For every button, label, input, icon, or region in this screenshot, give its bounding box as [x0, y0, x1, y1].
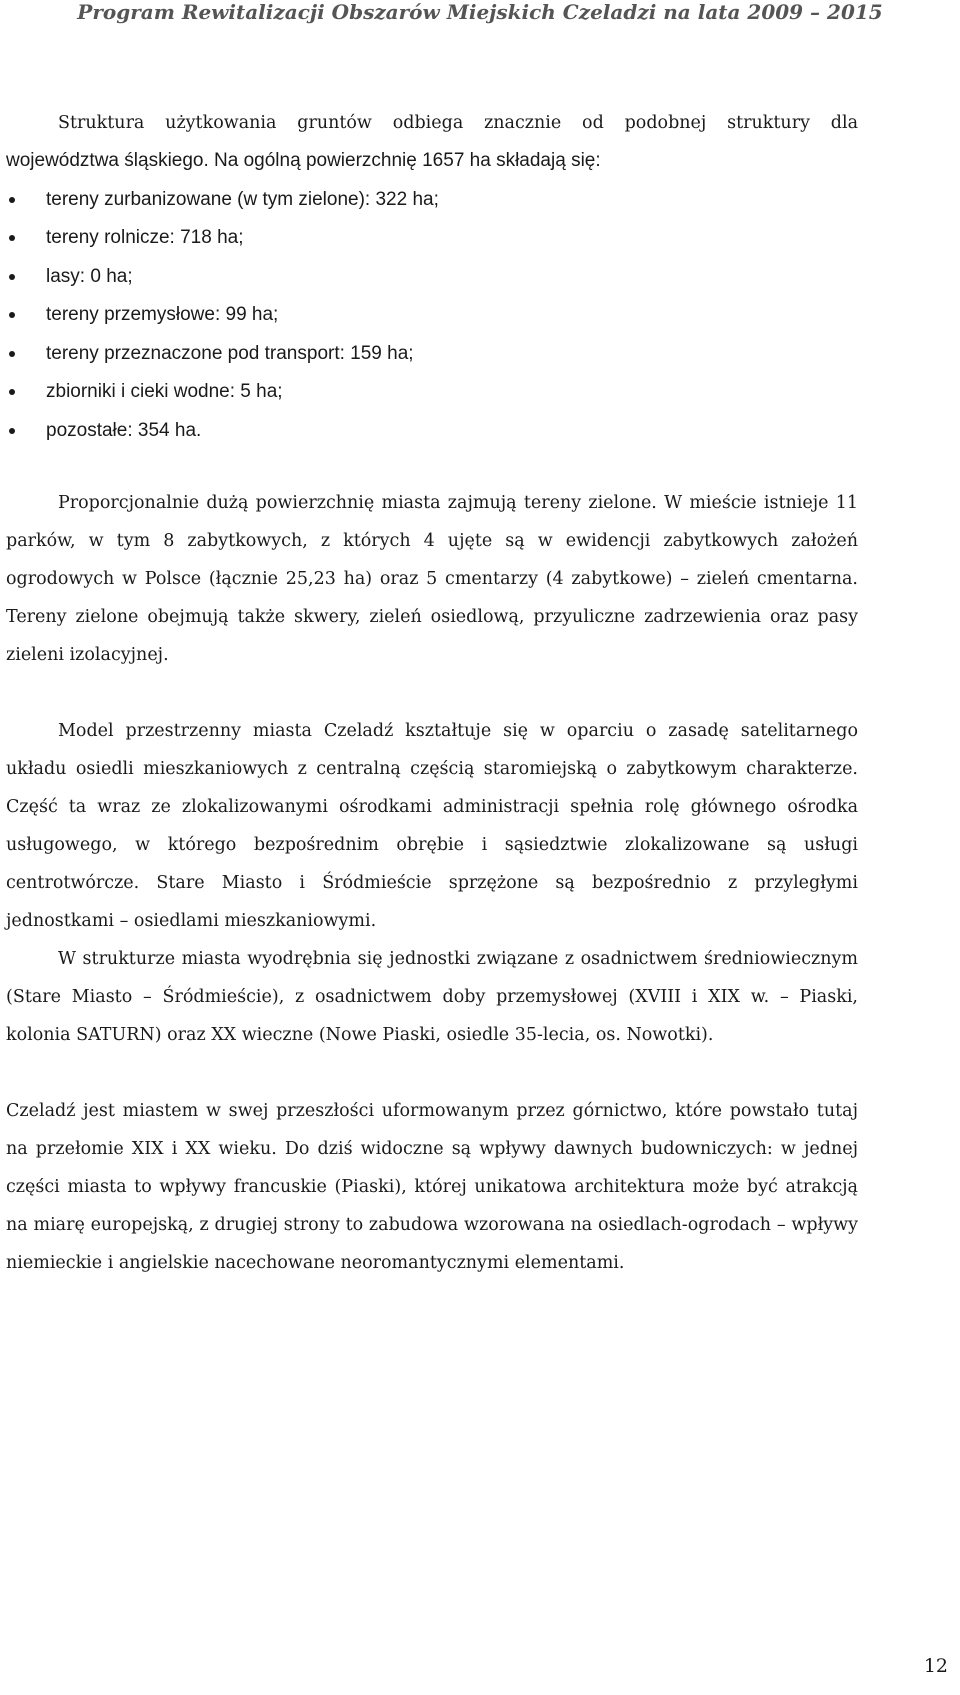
list-item: tereny zurbanizowane (w tym zielone): 322 ha; — [6, 181, 858, 220]
land-use-intro — [6, 104, 858, 142]
list-item: tereny przemysłowe: 99 ha; — [6, 296, 858, 335]
land-use-list — [6, 181, 858, 451]
land-use-intro-line2-wrap — [6, 142, 858, 181]
bullet-icon — [9, 351, 15, 357]
list-item: pozostałe: 354 ha. — [6, 412, 858, 451]
land-use-intro-line2: województwa śląskiego. Na ogólną powierzchnię 1657 ha składają się: — [6, 150, 601, 171]
land-use-intro-line1: Struktura użytkowania gruntów odbiega znacznie od podobnej struktury dla — [58, 113, 858, 133]
bullet-icon — [9, 428, 15, 434]
page-number: 12 — [923, 1655, 948, 1677]
bullet-icon — [9, 274, 15, 280]
city-structure-paragraph: W strukturze miasta wyodrębnia się jednostki związane z osadnictwem średniowiecznym (Stare Miasto – Śródmieście), z osadnictwem doby przemysłowej (XVIII i XIX w. – Piaski, kolonia SATURN) oraz XX wieczne (Nowe Piaski, osiedle 35-lecia, os. Nowotki). — [6, 949, 858, 1045]
list-item: lasy: 0 ha; — [6, 258, 858, 297]
bullet-icon — [9, 235, 15, 241]
green-areas-paragraph: Proporcjonalnie dużą powierzchnię miasta zajmują tereny zielone. W mieście istnieje 11 parków, w tym 8 zabytkowych, z których 4 ujęte są w ewidencji zabytkowych założeń ogrodowych w Polsce (łącznie 25,23 ha) oraz 5 cmentarzy (4 zabytkowe) – zieleń cmentarna. Tereny zielone obejmują także skwery, zieleń osiedlową, przyuliczne zadrzewienia oraz pasy zieleni izolacyjnej. — [6, 493, 858, 665]
page-header: Program Rewitalizacji Obszarów Miejskich Czeladzi na lata 2009 – 2015 — [77, 0, 883, 24]
list-item: tereny rolnicze: 718 ha; — [6, 219, 858, 258]
mining-history-paragraph: Czeladź jest miastem w swej przeszłości uformowanym przez górnictwo, które powstało tutaj na przełomie XIX i XX wieku. Do dziś widoczne są wpływy dawnych budowniczych: w jednej części miasta to wpływy francuskie (Piaski), której unikatowa architektura może być atrakcją na miarę europejską, z drugiej strony to zabudowa wzorowana na osiedlach-ogrodach – wpływy niemieckie i angielskie nacechowane neoromantycznymi elementami. — [6, 1101, 858, 1273]
list-item: tereny przeznaczone pod transport: 159 ha; — [6, 335, 858, 374]
spacer — [6, 450, 858, 484]
document-body — [6, 104, 858, 1282]
spacer — [6, 1054, 858, 1092]
bullet-icon — [9, 389, 15, 395]
spatial-model-paragraph: Model przestrzenny miasta Czeladź kształtuje się w oparciu o zasadę satelitarnego układu osiedli mieszkaniowych z centralną częścią staromiejską o zabytkowym charakterze. Część ta wraz ze zlokalizowanymi ośrodkami administracji spełnia rolę głównego ośrodka usługowego, w którego bezpośrednim obrębie i sąsiedztwie zlokalizowane są usługi centrotwórcze. Stare Miasto i Śródmieście sprzężone są bezpośrednio z przyległymi jednostkami – osiedlami mieszkaniowymi. — [6, 721, 858, 931]
spacer — [6, 674, 858, 712]
bullet-icon — [9, 312, 15, 318]
list-item: zbiorniki i cieki wodne: 5 ha; — [6, 373, 858, 412]
bullet-icon — [9, 197, 15, 203]
